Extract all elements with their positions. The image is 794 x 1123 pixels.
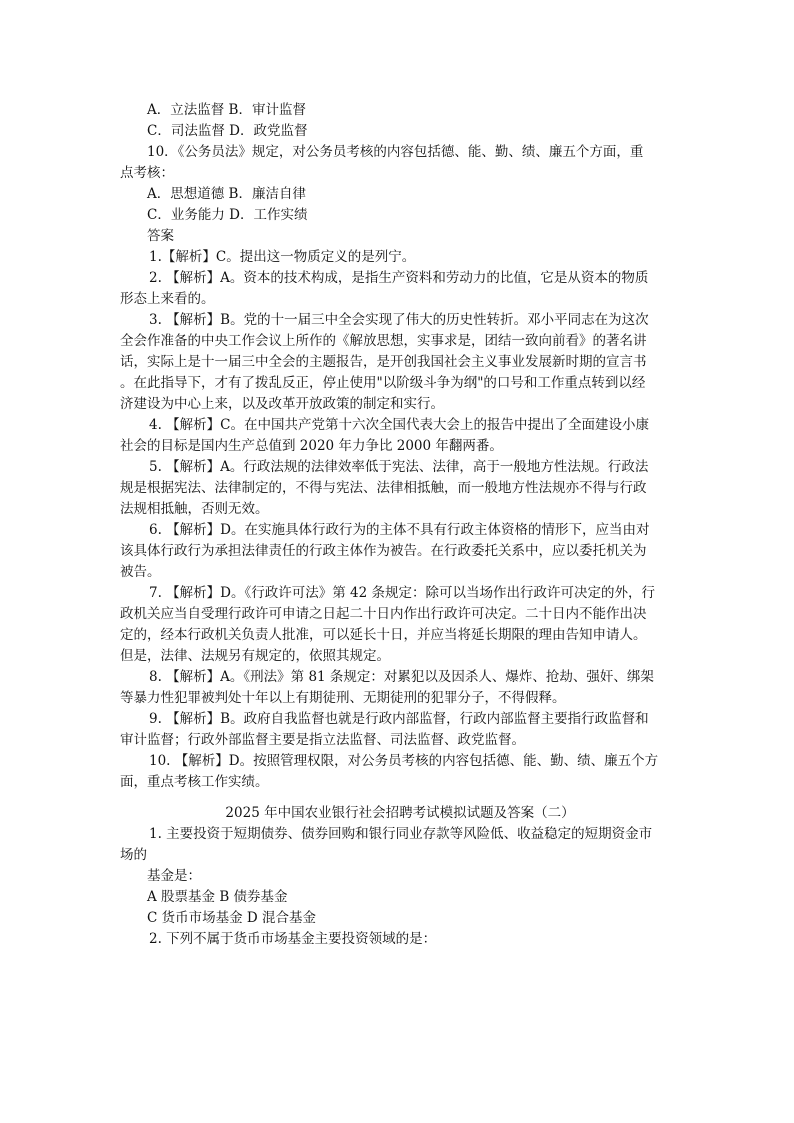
explanation-line: 2. 【解析】A。资本的技术构成，是指生产资料和劳动力的比值，它是从资本的物质 <box>149 270 649 286</box>
option-line: C 货币市场基金 D 混合基金 <box>147 910 317 926</box>
explanation-line: 8. 【解析】A。《刑法》第 81 条规定：对累犯以及因杀人、爆炸、抢劫、强奸、绑架 <box>149 669 654 685</box>
explanation-line: 7. 【解析】D。《行政许可法》第 42 条规定：除可以当场作出行政许可决定的外，行 <box>149 585 656 601</box>
section-gap <box>120 793 680 803</box>
option-line: A．思想道德 B．廉洁自律 <box>147 186 306 202</box>
question-line: 10．《公务员法》规定，对公务员考核的内容包括德、能、勤、绩、廉五个方面，重 <box>147 144 644 160</box>
section-title: 2025 年中国农业银行社会招聘考试模拟试题及答案（二） <box>225 805 575 821</box>
option-line: C．司法监督 D．政党监督 <box>147 123 308 139</box>
document-body <box>120 100 680 950</box>
explanation-line: 社会的目标是国内生产总值到 2020 年力争比 2000 年翻两番。 <box>120 438 503 454</box>
explanation-line: 4. 【解析】C。在中国共产党第十六次全国代表大会上的报告中提出了全面建设小康 <box>149 417 649 433</box>
explanation-line: 全会作准备的中央工作会议上所作的《解放思想，实事求是，团结一致向前看》的著名讲 <box>120 333 647 349</box>
explanation-line: 该具体行政行为承担法律责任的行政主体作为被告。在行政委托关系中，应以委托机关为 <box>120 543 647 559</box>
question-line: 点考核： <box>120 165 174 181</box>
explanation-line: 10. 【解析】D。按照管理权限，对公务员考核的内容包括德、能、勤、绩、廉五个方 <box>149 753 659 769</box>
option-line: A．立法监督 B．审计监督 <box>147 102 306 118</box>
explanation-line: 定的，经本行政机关负责人批准，可以延长十日，并应当将延长期限的理由告知申请人。 <box>120 627 647 643</box>
option-line: A 股票基金 B 债券基金 <box>147 889 288 905</box>
question-line: 场的 <box>120 847 147 863</box>
explanation-line: 济建设为中心上来，以及改革开放政策的制定和实行。 <box>120 396 444 412</box>
explanation-line: 形态上来看的。 <box>120 291 215 307</box>
explanation-line: 话，实际上是十一届三中全会的主题报告，是开创我国社会主义事业发展新时期的宣言书 <box>120 354 647 370</box>
question-line: 基金是： <box>147 868 201 884</box>
explanation-line: 政机关应当自受理行政许可申请之日起二十日内作出行政许可决定。二十日内不能作出决 <box>120 606 647 622</box>
question-line: 2. 下列不属于货币市场基金主要投资领域的是： <box>149 931 437 947</box>
explanation-line: 但是，法律、法规另有规定的，依照其规定。 <box>120 648 390 664</box>
explanation-line: 规是根据宪法、法律制定的，不得与宪法、法律相抵触，而一般地方性法规亦不得与行政 <box>120 480 647 496</box>
explanation-line: 等暴力性犯罪被判处十年以上有期徒刑、无期徒刑的犯罪分子，不得假释。 <box>120 690 566 706</box>
explanation-line: 面，重点考核工作实绩。 <box>120 774 269 790</box>
explanation-line: 审计监督；行政外部监督主要是指立法监督、司法监督、政党监督。 <box>120 732 525 748</box>
explanation-line: 6. 【解析】D。在实施具体行政行为的主体不具有行政主体资格的情形下，应当由对 <box>149 522 650 538</box>
explanation-line: 被告。 <box>120 564 161 580</box>
explanation-line: 9. 【解析】B。政府自我监督也就是行政内部监督，行政内部监督主要指行政监督和 <box>149 711 649 727</box>
question-line: 1. 主要投资于短期债券、债券回购和银行同业存款等风险低、收益稳定的短期资金市 <box>149 826 653 842</box>
explanation-line: 1.【解析】C。提出这一物质定义的是列宁。 <box>149 249 416 265</box>
answer-heading: 答案 <box>147 228 174 244</box>
explanation-line: 5. 【解析】A。行政法规的法律效率低于宪法、法律，高于一般地方性法规。行政法 <box>149 459 649 475</box>
explanation-line: 。在此指导下，才有了拨乱反正，停止使用"以阶级斗争为纲"的口号和工作重点转到以经 <box>120 375 646 391</box>
option-line: C．业务能力 D．工作实绩 <box>147 207 308 223</box>
explanation-line: 3. 【解析】B。党的十一届三中全会实现了伟大的历史性转折。邓小平同志在为这次 <box>149 312 649 328</box>
explanation-line: 法规相抵触，否则无效。 <box>120 501 269 517</box>
